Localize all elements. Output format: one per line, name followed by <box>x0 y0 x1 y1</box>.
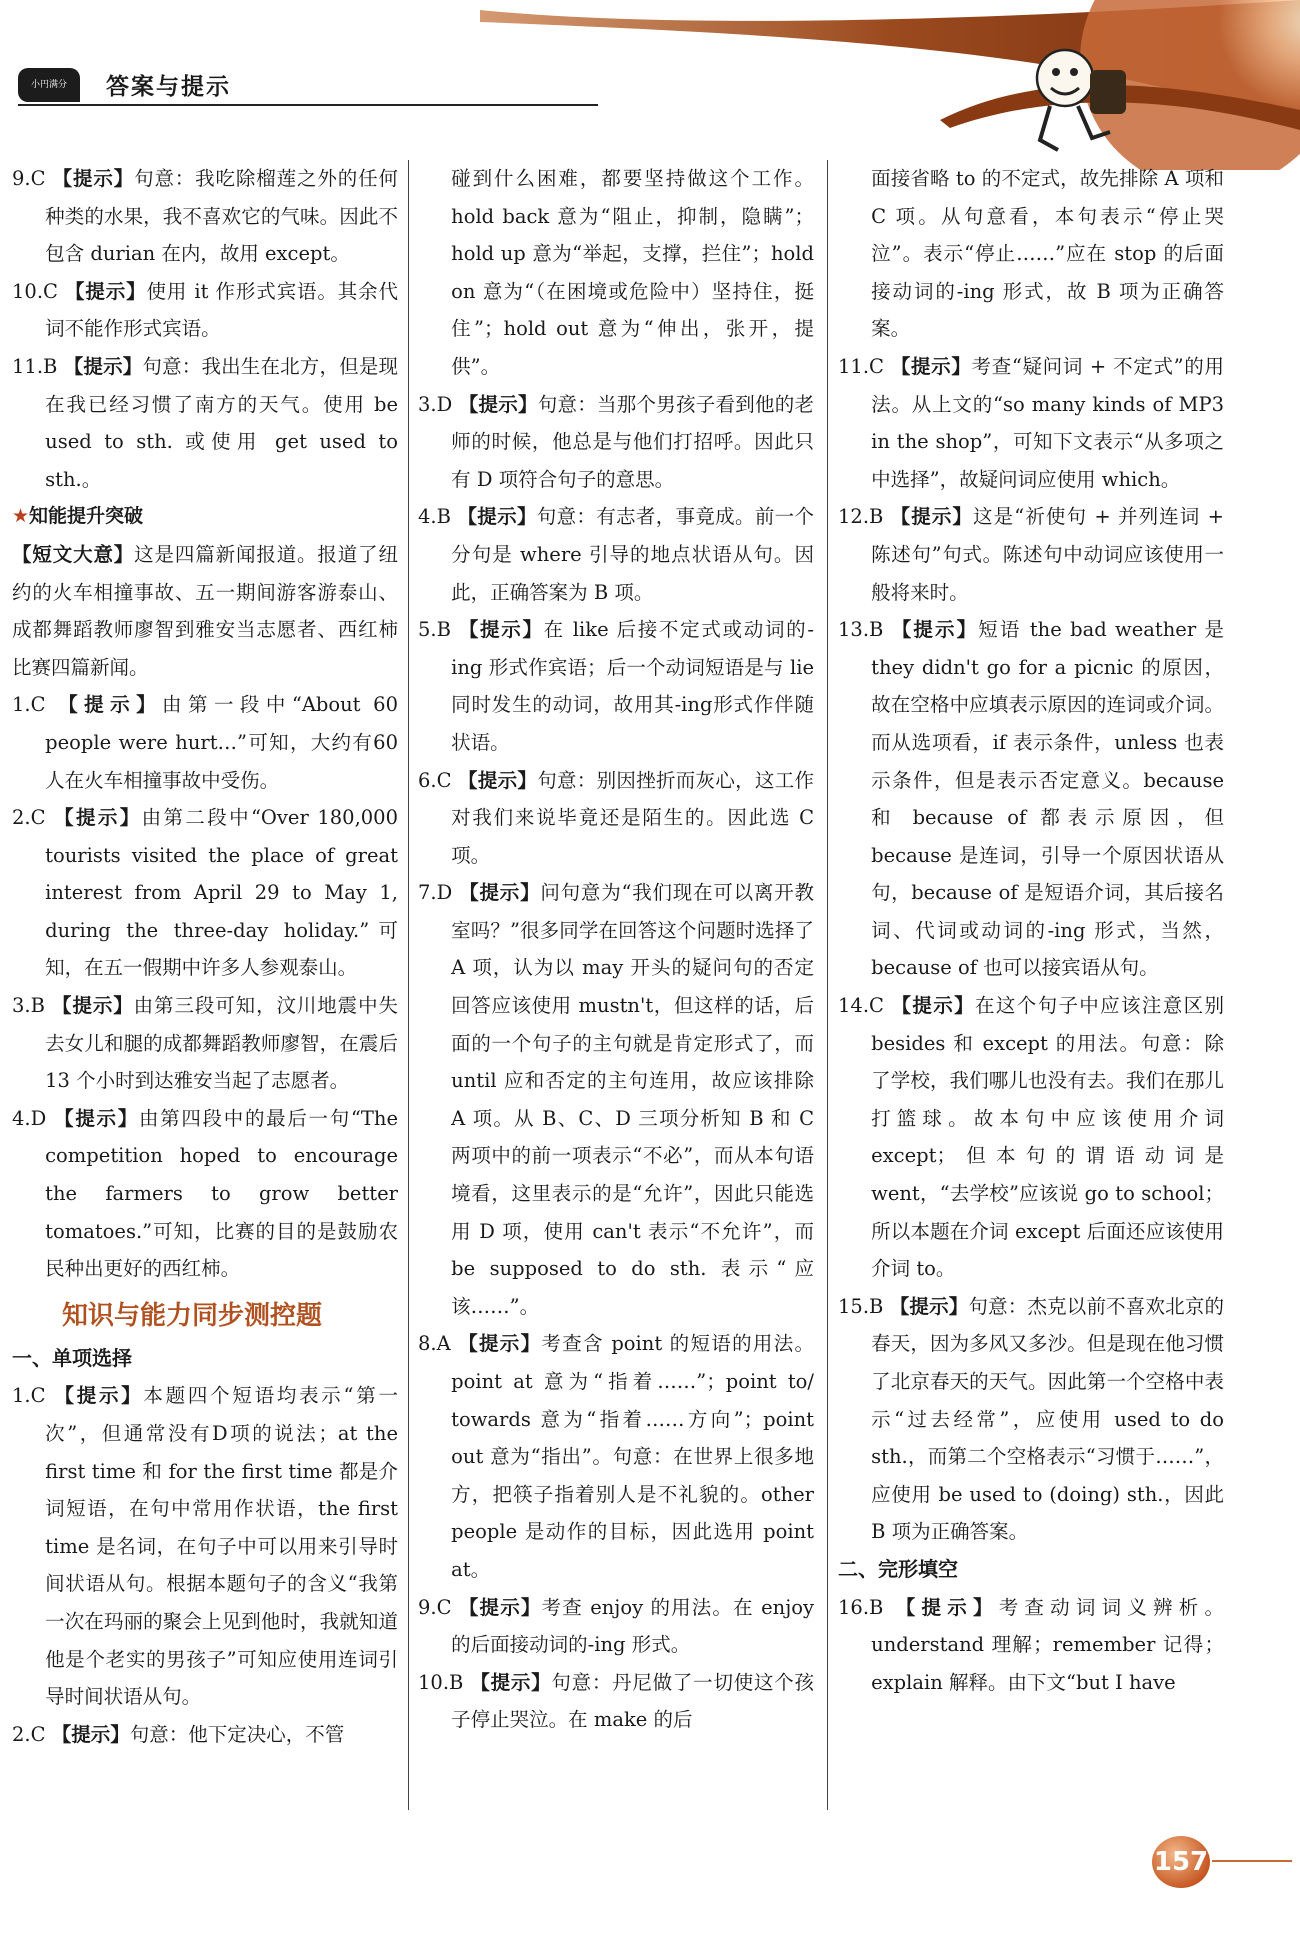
answer-text: 由第一段中“About 60 people were hurt…”可知，大约有60人在火车相撞事故中受伤。 <box>45 693 398 792</box>
answer-number: 4.B <box>418 505 451 529</box>
header-rule <box>18 104 598 106</box>
hint-label: 【提示】 <box>458 1595 542 1619</box>
answer-number: 14.C <box>838 994 884 1018</box>
hint-label: 【提示】 <box>891 994 975 1018</box>
answer-item <box>838 1589 1224 1702</box>
answer-number: 16.B <box>838 1595 884 1619</box>
answer-text: 短语 the bad weather 是 they didn't go for a picnic 的原因，故在空格中应填表示原因的连词或介词。而从选项看，if 表示条件，unless 也表示条件，但是表示否定意义。because 和 because of 都表示原因，但 because 是连词，引导一个原因状语从句，because of 是短语介词，其后接名词、代词或动词的-ing 形式，当然，because of 也可以接宾语从句。 <box>871 618 1224 980</box>
subsection-heading-text: 知能提升突破 <box>29 505 144 528</box>
answer-number: 9.C <box>418 1595 452 1619</box>
hint-label: 【提示】 <box>58 693 163 717</box>
answer-text: 使用 it 作形式宾语。其余代词不能作形式宾语。 <box>45 279 398 341</box>
answer-text: 句意：别因挫折而灰心，这工作对我们来说毕竟还是陌生的。因此选 C 项。 <box>451 768 814 867</box>
answer-item <box>418 762 814 875</box>
hint-label: 【提示】 <box>458 392 538 416</box>
answer-number: 8.A <box>418 1332 451 1356</box>
answer-number: 11.B <box>12 354 58 378</box>
answer-item <box>12 273 398 348</box>
hint-label: 【提示】 <box>458 768 538 792</box>
answer-item <box>12 348 398 498</box>
hint-label: 【提示】 <box>52 167 135 190</box>
summary-paragraph <box>12 536 398 686</box>
answer-item <box>418 498 814 611</box>
answer-text: 句意：当那个男孩子看到他的老师的时候，他总是与他们打招呼。因此只有 D 项符合句子的意思。 <box>451 392 814 491</box>
answer-number: 2.C <box>12 806 46 830</box>
answer-text: 句意：他下定决心，不管 <box>129 1722 345 1746</box>
hint-label: 【提示】 <box>458 618 544 642</box>
hint-label: 【提示】 <box>457 505 537 529</box>
answer-text: 问句意为“我们现在可以离开教室吗？”很多同学在回答这个问题时选择了 A 项，认为以 may 开头的疑问句的否定回答应该使用 mustn't，但这样的话，后面的一个句子的主句就是肯定形式了，而 until 应和否定的主句连用，故应该排除 A 项。从 B、C、D 三项分析知 B 和 C 两项中的前一项表示“不必”，而从本句语境看，这里表示的是“允许”，因此只能选用 D 项，使用 can't 表示“不允许”，而 be supposed to do sth. 表示“应该……”。 <box>451 881 814 1318</box>
answer-text: 句意：我吃除榴莲之外的任何种类的水果，我不喜欢它的气味。因此不包含 durian 在内，故用 except。 <box>45 167 398 266</box>
column-divider <box>408 160 409 1810</box>
hint-label: 【提示】 <box>889 1294 969 1318</box>
answer-number: 11.C <box>838 354 884 378</box>
answer-text: 考查动词词义辨析。understand 理解；remember 记得；explain 解释。由下文“but I have <box>871 1595 1224 1694</box>
hint-label: 【提示】 <box>54 1106 139 1130</box>
column-middle <box>418 160 814 1739</box>
answer-item <box>12 160 398 273</box>
answer-item <box>838 348 1224 498</box>
answer-item <box>12 1377 398 1715</box>
answer-number: 5.B <box>418 618 451 642</box>
answer-number: 15.B <box>838 1294 884 1318</box>
hint-label: 【提示】 <box>63 354 143 378</box>
answer-text: 由第三段可知，汶川地震中失去女儿和腿的成都舞蹈教师廖智，在震后 13 个小时到达雅安当起了志愿者。 <box>45 994 398 1093</box>
answer-item <box>838 1288 1224 1551</box>
star-icon: ★ <box>12 505 30 528</box>
answer-text: 在这个句子中应该注意区别 besides 和 except 的用法。句意：除了学校，我们哪儿也没有去。我们在那儿打篮球。故本句中应该使用介词 except；但本句的谓语动词是 went，“去学校”应该说 go to school；所以本题在介词 except 后面还应该使用介词 to。 <box>871 994 1224 1281</box>
header-decoration <box>480 0 1300 170</box>
summary-tag: 【短文大意】 <box>12 542 135 566</box>
hint-label: 【提示】 <box>54 806 142 830</box>
hint-label: 【提示】 <box>458 1332 542 1356</box>
answer-item <box>838 611 1224 987</box>
answer-item <box>418 874 814 1325</box>
header-swoosh-graphic <box>480 0 1300 170</box>
answer-text: 句意：我出生在北方，但是现在我已经习惯了南方的天气。使用 be used to sth. 或使用 get used to sth.。 <box>45 354 398 491</box>
answer-item <box>12 686 398 799</box>
answer-number: 9.C <box>12 167 46 190</box>
column-divider <box>827 160 828 1810</box>
hint-label: 【提示】 <box>51 1722 130 1746</box>
answer-item <box>12 799 398 987</box>
answer-text: 考查含 point 的短语的用法。point at 意为“指着……”；point to/ towards 意为“指着……方向”；point out 意为“指出”。句意：在世界上很多地方，把筷子指着别人是不礼貌的。other people 是动作的目标，因此选用 point at。 <box>451 1332 814 1581</box>
answer-text: 本题四个短语均表示“第一次”，但通常没有D项的说法；at the first time 和 for the first time 都是介词短语，在句中常用作状语，the first time 是名词，在句子中可以用来引导时间状语从句。根据本题句子的含义“我第一次在玛丽的聚会上见到他时，我就知道他是个老实的男孩子”可知应使用连词引导时间状语从句。 <box>45 1384 398 1709</box>
hint-label: 【提示】 <box>65 279 147 303</box>
hint-label: 【提示】 <box>54 1384 144 1408</box>
answer-text: 由第二段中“Over 180,000 tourists visited the place of great interest from April 29 to May 1, during the three-day holiday.”可知，在五一假期中许多人参观泰山。 <box>45 806 398 980</box>
column-right <box>838 160 1224 1701</box>
answer-item <box>12 1716 398 1754</box>
column-left <box>12 160 398 1753</box>
answer-item <box>418 1325 814 1588</box>
hint-label: 【提示】 <box>890 354 972 378</box>
answer-number: 3.D <box>418 392 453 416</box>
answer-text: 句意：丹尼做了一切使这个孩子停止哭泣。在 make 的后 <box>451 1670 814 1732</box>
publisher-logo: 小円满分 <box>18 68 80 102</box>
hint-label: 【提示】 <box>890 505 974 529</box>
hint-label: 【提示】 <box>891 618 979 642</box>
part-heading: 一、单项选择 <box>12 1345 132 1370</box>
answer-number: 6.C <box>418 768 452 792</box>
section-title: 知识与能力同步测控题 <box>62 1300 323 1331</box>
answer-text: 句意：有志者，事竟成。前一个分句是 where 引导的地点状语从句。因此，正确答案为 B 项。 <box>451 505 814 604</box>
answer-number: 2.C <box>12 1722 46 1746</box>
answer-item <box>418 611 814 761</box>
hint-label: 【提示】 <box>459 881 541 905</box>
continued-text: 碰到什么困难，都要坚持做这个工作。hold back 意为“阻止，抑制，隐瞒”；hold up 意为“举起，支撑，拦住”；hold on 意为“（在困境或危险中）坚持住，挺住”；hold out 意为“伸出，张开，提供”。 <box>451 167 814 378</box>
answer-number: 12.B <box>838 505 884 529</box>
answer-text: 在 like 后接不定式或动词的-ing 形式作宾语；后一个动词短语是与 lie 同时发生的动词，故用其-ing形式作伴随状语。 <box>451 618 814 754</box>
answer-text: 考查 enjoy 的用法。在 enjoy 的后面接动词的-ing 形式。 <box>451 1595 814 1657</box>
answer-number: 13.B <box>838 618 884 642</box>
answer-item <box>838 987 1224 1288</box>
answer-item <box>418 1589 814 1664</box>
page-number: 157 <box>1152 1836 1210 1888</box>
answer-item <box>12 987 398 1100</box>
answer-text: 这是“祈使句 + 并列连词 + 陈述句”句式。陈述句中动词应该使用一般将来时。 <box>871 505 1224 604</box>
subsection-heading <box>12 498 398 536</box>
answer-item <box>418 386 814 499</box>
header-title: 答案与提示 <box>106 74 231 100</box>
footer-rule <box>1212 1860 1292 1862</box>
answer-item <box>12 1100 398 1288</box>
answer-item <box>838 498 1224 611</box>
answer-number: 7.D <box>418 881 453 905</box>
answer-number: 3.B <box>12 994 45 1018</box>
hint-label: 【提示】 <box>470 1670 552 1694</box>
answer-number: 10.B <box>418 1670 464 1694</box>
answer-text: 由第四段中的最后一句“The competition hoped to encourage the farmers to grow better tomatoes.”可知，比赛的目的是鼓励农民种出更好的西红柿。 <box>45 1106 398 1281</box>
answer-number: 4.D <box>12 1106 47 1130</box>
answer-number: 10.C <box>12 279 58 303</box>
answer-text: 考查“疑问词 + 不定式”的用法。从上文的“so many kinds of MP3 in the shop”，可知下文表示“从多项之中选择”，故疑问词应使用 which。 <box>871 354 1224 491</box>
hint-label: 【提示】 <box>52 994 134 1018</box>
answer-text: 句意：杰克以前不喜欢北京的春天，因为多风又多沙。但是现在他习惯了北京春天的天气。因此第一个空格中表示“过去经常”，应使用 used to do sth.，而第二个空格表示“习惯于……”，应使用 be used to (doing) sth.，因此 B 项为正确答案。 <box>871 1294 1224 1544</box>
answer-number: 1.C <box>12 693 46 717</box>
answer-item <box>418 1664 814 1739</box>
continued-text: 面接省略 to 的不定式，故先排除 A 项和 C 项。从句意看，本句表示“停止哭泣”。表示“停止……”应在 stop 的后面接动词的-ing 形式，故 B 项为正确答案。 <box>871 167 1224 341</box>
summary-text: 这是四篇新闻报道。报道了纽约的火车相撞事故、五一期间游客游泰山、成都舞蹈教师廖智到雅安当志愿者、西红柿比赛四篇新闻。 <box>12 542 398 679</box>
part-heading: 二、完形填空 <box>838 1556 958 1581</box>
answer-number: 1.C <box>12 1384 46 1408</box>
hint-label: 【提示】 <box>895 1595 999 1619</box>
